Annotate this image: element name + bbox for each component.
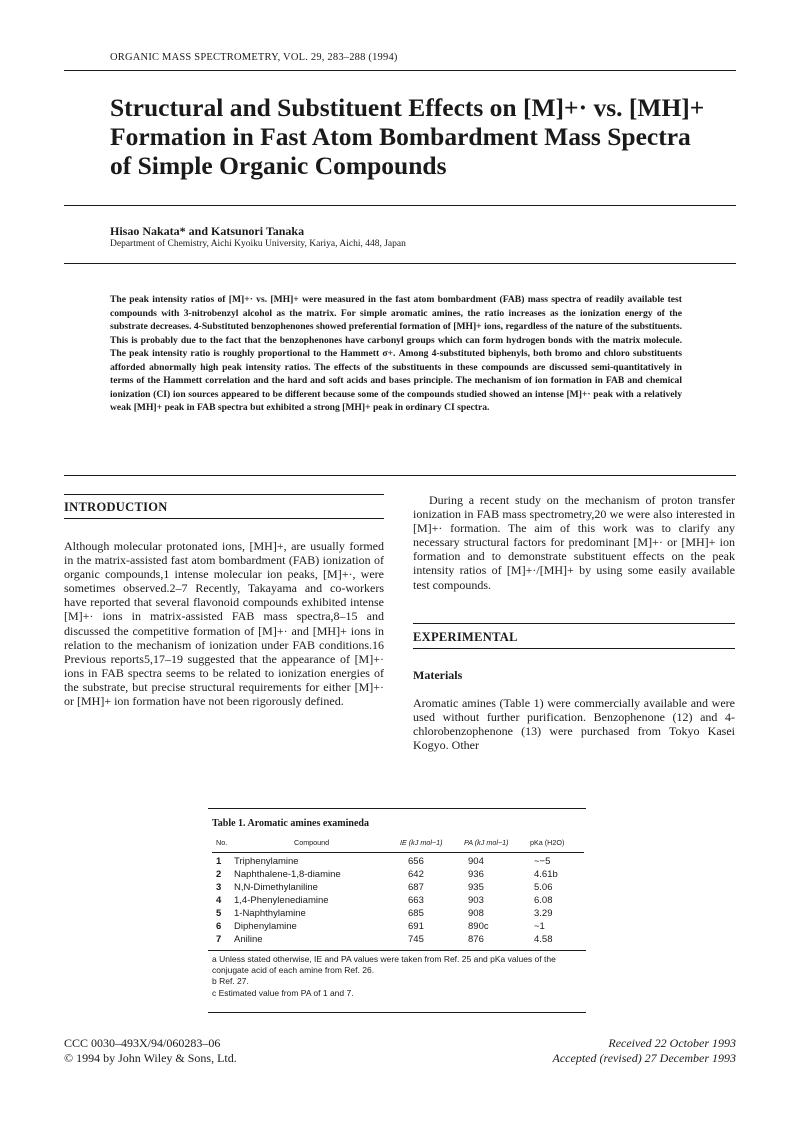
cell-compound: 1,4-Phenylenediamine bbox=[234, 895, 329, 906]
table-row bbox=[212, 869, 584, 882]
author-rule bbox=[64, 263, 736, 264]
cell-no: 6 bbox=[216, 921, 222, 932]
amines-table bbox=[212, 838, 584, 947]
cell-pa: 904 bbox=[468, 856, 484, 867]
copyright-notice: © 1994 by John Wiley & Sons, Ltd. bbox=[64, 1051, 237, 1065]
table-row bbox=[212, 908, 584, 921]
cell-compound: Triphenylamine bbox=[234, 856, 299, 867]
cell-ie: 642 bbox=[408, 869, 424, 880]
copyright-code: CCC 0030–493X/94/060283–06 bbox=[64, 1036, 221, 1050]
table-row bbox=[212, 934, 584, 947]
table-body-rule bbox=[208, 950, 586, 951]
paper-title: Structural and Substituent Effects on [M]+· vs. [MH]+ Formation in Fast Atom Bombardment Mass Spectra of Simple Organic Compounds bbox=[110, 93, 705, 180]
cell-compound: 1-Naphthylamine bbox=[234, 908, 306, 919]
cell-pka: ~−5 bbox=[534, 856, 551, 867]
cell-compound: Aniline bbox=[234, 934, 263, 945]
header-no: No. bbox=[216, 838, 228, 847]
cell-no: 1 bbox=[216, 856, 222, 867]
journal-header: ORGANIC MASS SPECTROMETRY, VOL. 29, 283–288 (1994) bbox=[110, 52, 398, 63]
section-divider bbox=[64, 475, 736, 476]
header-pa: PA (kJ mol−1) bbox=[464, 838, 509, 847]
cell-no: 7 bbox=[216, 934, 222, 945]
experimental-heading: EXPERIMENTAL bbox=[413, 630, 518, 644]
table-row bbox=[212, 921, 584, 934]
introduction-heading: INTRODUCTION bbox=[64, 500, 168, 514]
footnote-b: b Ref. 27. bbox=[212, 976, 249, 987]
right-intro-body: During a recent study on the mechanism of proton transfer ionization in FAB mass spectrometry,20 we were also interested in [M]+· formation. The aim of this work was to clarify any necessary structural factors for predominant [M]+· or [MH]+ ion formation and to demonstrate substituent effects on the peak intensity ratios of [M]+·/[MH]+ by using some easily available test compounds. bbox=[413, 493, 735, 592]
experimental-rule-top bbox=[413, 623, 735, 624]
header-pka: pKa (H2O) bbox=[530, 838, 565, 847]
table-header-row bbox=[212, 838, 584, 852]
materials-subheading: Materials bbox=[413, 668, 463, 682]
cell-ie: 663 bbox=[408, 895, 424, 906]
cell-no: 3 bbox=[216, 882, 222, 893]
cell-compound: Naphthalene-1,8-diamine bbox=[234, 869, 341, 880]
footer-left bbox=[64, 1036, 237, 1066]
footer-right bbox=[553, 1036, 736, 1066]
cell-pa: 908 bbox=[468, 908, 484, 919]
cell-pka: 4.61b bbox=[534, 869, 558, 880]
introduction-body: Although molecular protonated ions, [MH]+, are usually formed in the matrix-assisted fast atom bombardment (FAB) ionization of organic compounds,1 intense molecular ion peaks, [M]+·, were sometimes observed.2–7 Recently, Takayama and co-workers have reported that several flavonoid compounds exhibited intense [M]+· ions in matrix-assisted FAB mass spectra,8–15 and discussed the competitive formation of [M]+· and [MH]+ ions in relation to the mechanism of ionization under FAB conditions.16 Previous reports5,17–19 suggested that the appearance of [M]+· ions in FAB spectra seems to be related to ionization energies of the substrate, but precise structural requirements for either [M]+· or [MH]+ ion formation have not been rigorously defined. bbox=[64, 539, 384, 709]
cell-pa: 936 bbox=[468, 869, 484, 880]
cell-ie: 687 bbox=[408, 882, 424, 893]
header-rule bbox=[64, 70, 736, 71]
header-ie: IE (kJ mol−1) bbox=[400, 838, 443, 847]
cell-pka: ~1 bbox=[534, 921, 545, 932]
accepted-date: Accepted (revised) 27 December 1993 bbox=[552, 1051, 736, 1065]
materials-body: Aromatic amines (Table 1) were commercially available and were used without further purification. Benzophenone (12) and 4-chlorobenzophenone (13) were purchased from Tokyo Kasei Kogyo. Other bbox=[413, 696, 735, 753]
introduction-rule-bottom bbox=[64, 518, 384, 519]
authors: Hisao Nakata* and Katsunori Tanaka bbox=[110, 224, 305, 238]
table-rule-bottom bbox=[208, 1012, 586, 1013]
cell-no: 2 bbox=[216, 869, 222, 880]
cell-pa: 890c bbox=[468, 921, 489, 932]
cell-pka: 3.29 bbox=[534, 908, 553, 919]
received-date: Received 22 October 1993 bbox=[608, 1036, 736, 1050]
introduction-rule-top bbox=[64, 494, 384, 495]
cell-ie: 685 bbox=[408, 908, 424, 919]
cell-compound: N,N-Dimethylaniline bbox=[234, 882, 318, 893]
cell-pa: 903 bbox=[468, 895, 484, 906]
abstract: The peak intensity ratios of [M]+· vs. [MH]+ were measured in the fast atom bombardment (FAB) mass spectra of readily available test compounds with 3-nitrobenzyl alcohol as the matrix. For simple aromatic amines, the ratio increases as the ionization energy of the substrate decreases. 4-Substituted benzophenones showed preferential formation of [MH]+ ions, regardless of the nature of the substituents. This is probably due to the fact that the benzophenones have carbonyl groups which can form hydrogen bonds with the matrix molecule. The peak intensity ratio is roughly proportional to the Hammett σ+. Among 4-substituted biphenyls, both bromo and chloro substituents afforded abnormally high peak intensity ratios. The effects of the substituents in these compounds are discussed semi-quantitatively in terms of the Hammett correlation and the hard and soft acids and bases principle. The mechanism of ion formation in FAB and chemical ionization (CI) ion sources appeared to be different because some of the compounds studied showed an intense [M]+· peak with a relatively weak [MH]+ peak in FAB spectra but exhibited a strong [MH]+ peak in ordinary CI spectra. bbox=[110, 294, 682, 414]
table-rule-top bbox=[208, 808, 586, 809]
footnote-c: c Estimated value from PA of 1 and 7. bbox=[212, 987, 354, 998]
experimental-rule-bottom bbox=[413, 648, 735, 649]
table-row bbox=[212, 882, 584, 895]
cell-no: 5 bbox=[216, 908, 222, 919]
table-caption: Table 1. Aromatic amines examineda bbox=[212, 818, 369, 829]
cell-pa: 876 bbox=[468, 934, 484, 945]
cell-ie: 745 bbox=[408, 934, 424, 945]
cell-compound: Diphenylamine bbox=[234, 921, 297, 932]
cell-pka: 5.06 bbox=[534, 882, 553, 893]
cell-pa: 935 bbox=[468, 882, 484, 893]
table-footnotes bbox=[212, 954, 592, 999]
table-row bbox=[212, 895, 584, 908]
cell-no: 4 bbox=[216, 895, 222, 906]
cell-pka: 6.08 bbox=[534, 895, 553, 906]
footnote-a: a Unless stated otherwise, IE and PA values were taken from Ref. 25 and pKa values of the conjugate acid of each amine from Ref. 26. bbox=[212, 954, 556, 976]
header-compound: Compound bbox=[294, 838, 330, 847]
table-header-rule bbox=[212, 852, 584, 853]
title-rule bbox=[64, 205, 736, 206]
cell-pka: 4.58 bbox=[534, 934, 553, 945]
cell-ie: 656 bbox=[408, 856, 424, 867]
cell-ie: 691 bbox=[408, 921, 424, 932]
affiliation: Department of Chemistry, Aichi Kyoiku University, Kariya, Aichi, 448, Japan bbox=[110, 239, 406, 249]
table-row bbox=[212, 856, 584, 869]
